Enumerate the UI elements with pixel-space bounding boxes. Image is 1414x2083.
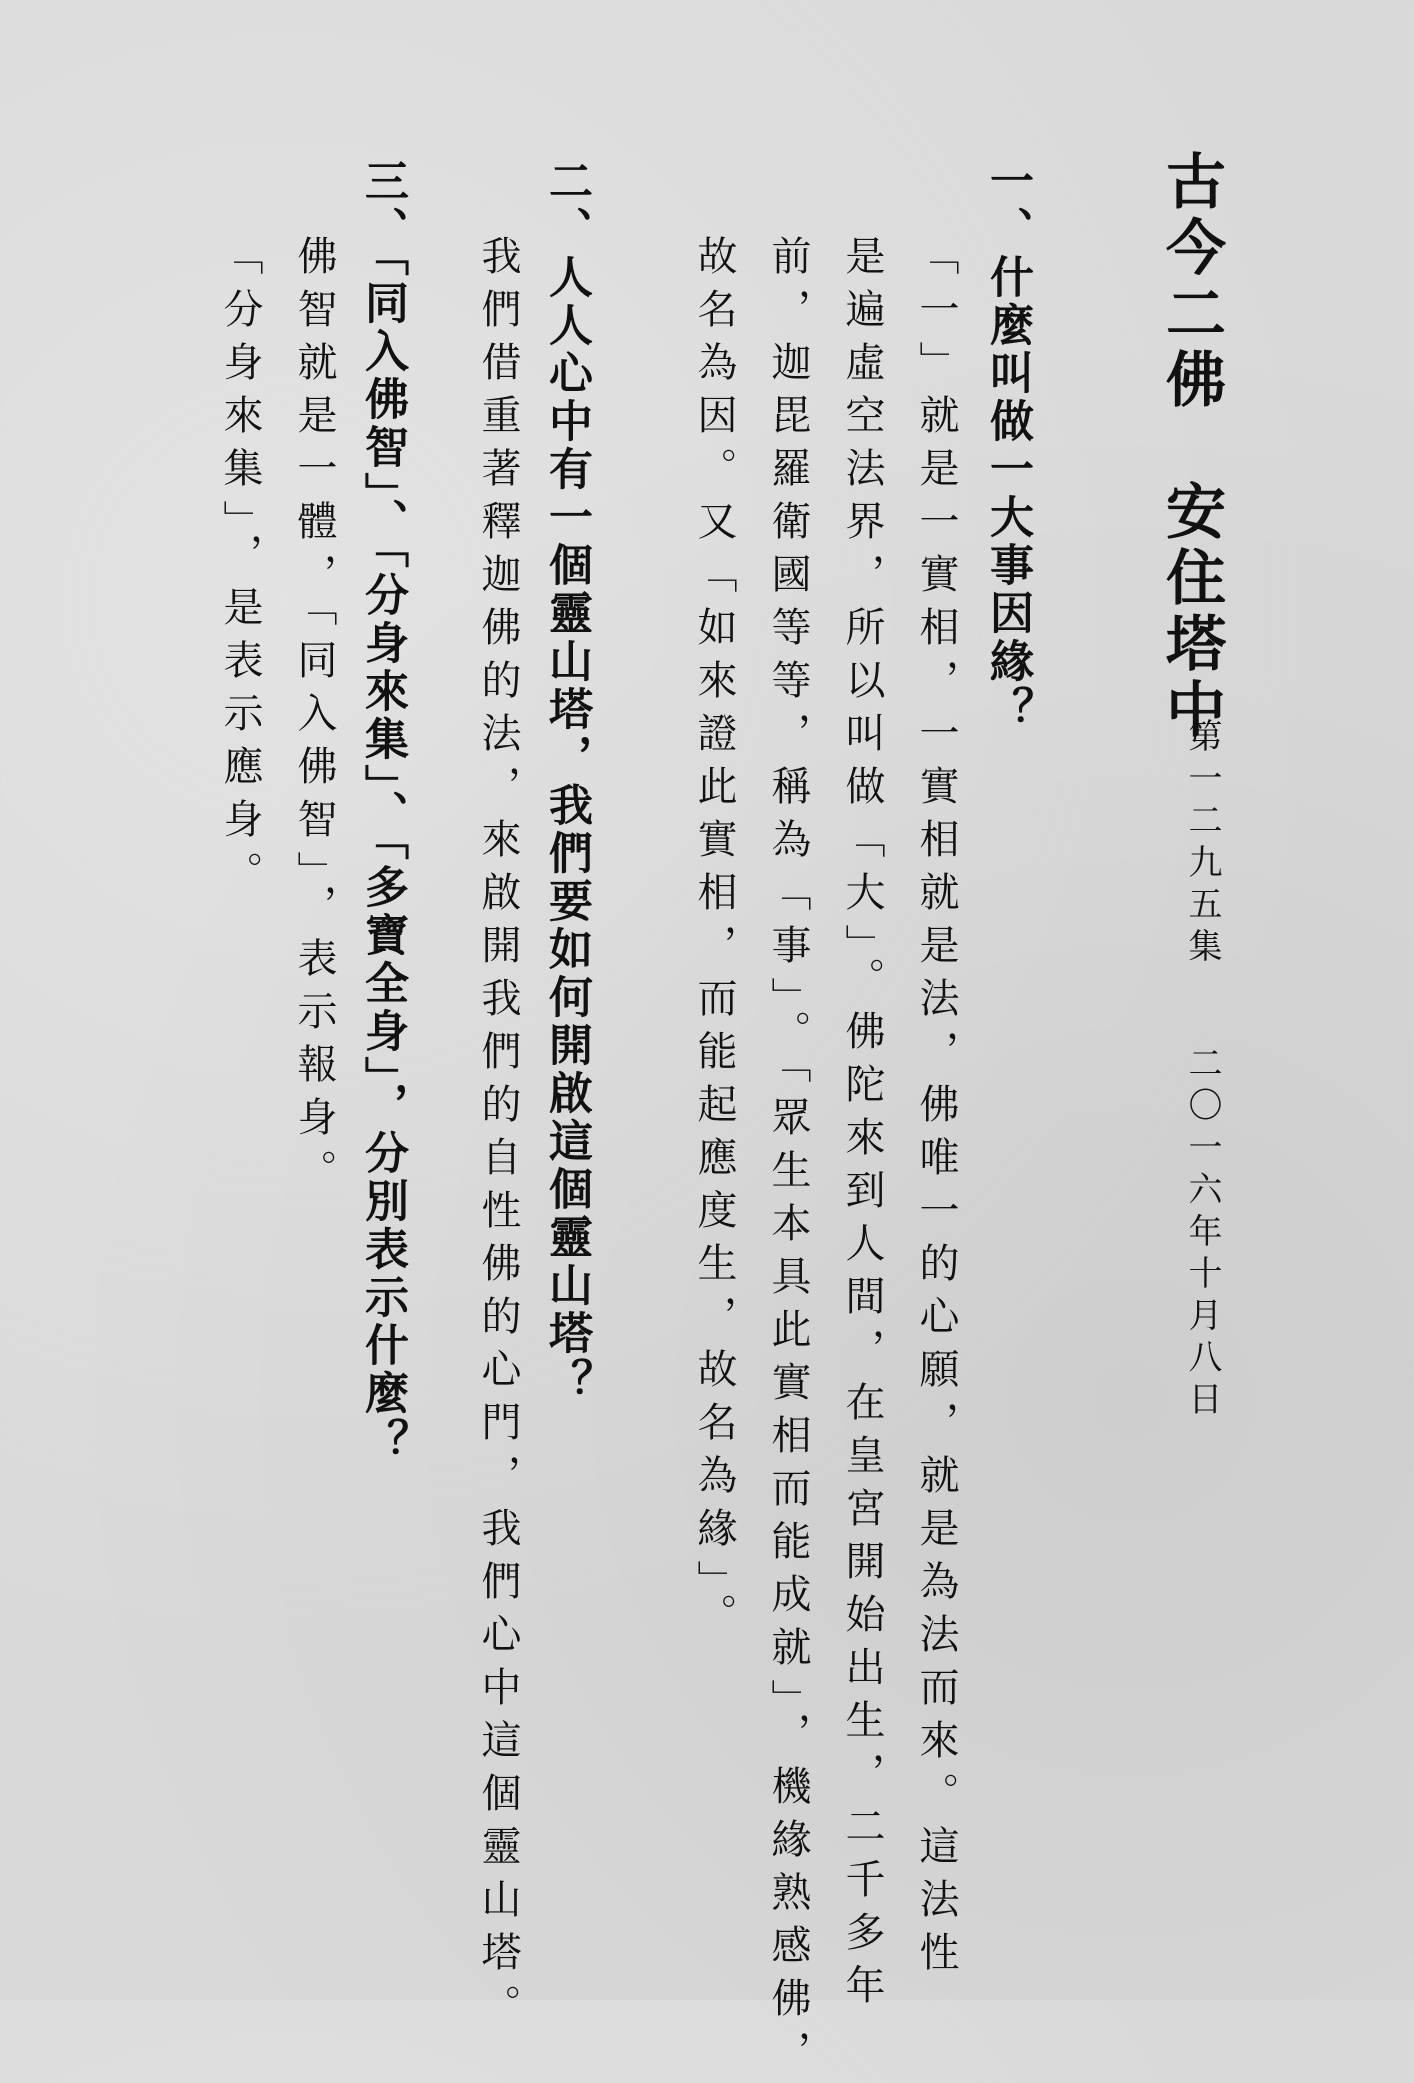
section-1-line: 是遍虛空法界，所以叫做「大」。佛陀來到人間，在皇宮開始出生，二千多年 — [839, 235, 885, 2017]
section-3-line: 「分身來集」，是表示應身。 — [217, 235, 263, 904]
section-3-heading: 三、「同入佛智」、「分身來集」、「多寶全身」，分別表示什麼？ — [357, 158, 408, 1466]
section-1-line: 故名為因。又「如來證此實相，而能起應度生，故名為緣」。 — [691, 235, 737, 1646]
section-1-heading: 一、什麼叫做一大事因緣？ — [982, 158, 1033, 734]
section-1-line: 前，迦毘羅衛國等等，稱為「事」。「眾生本具此實相而能成就」，機緣熟感佛， — [765, 235, 811, 2083]
page-title: 古今二佛 安住塔中 — [1156, 150, 1226, 744]
episode-number: 第一二九五集 — [1182, 718, 1222, 970]
section-2-line: 我們借重著釋迦佛的法，來啟開我們的自性佛的心門，我們心中這個靈山塔。 — [475, 235, 521, 2037]
section-2-heading: 二、人人心中有一個靈山塔，我們要如何開啟這個靈山塔？ — [541, 158, 592, 1406]
section-3-line: 佛智就是一體，「同入佛智」，表示報身。 — [291, 235, 337, 1202]
section-1-line: 「一」就是一實相，一實相就是法，佛唯一的心願，就是為法而來。這法性 — [913, 235, 959, 1984]
publication-date: 二〇一六年十月八日 — [1182, 1045, 1222, 1423]
